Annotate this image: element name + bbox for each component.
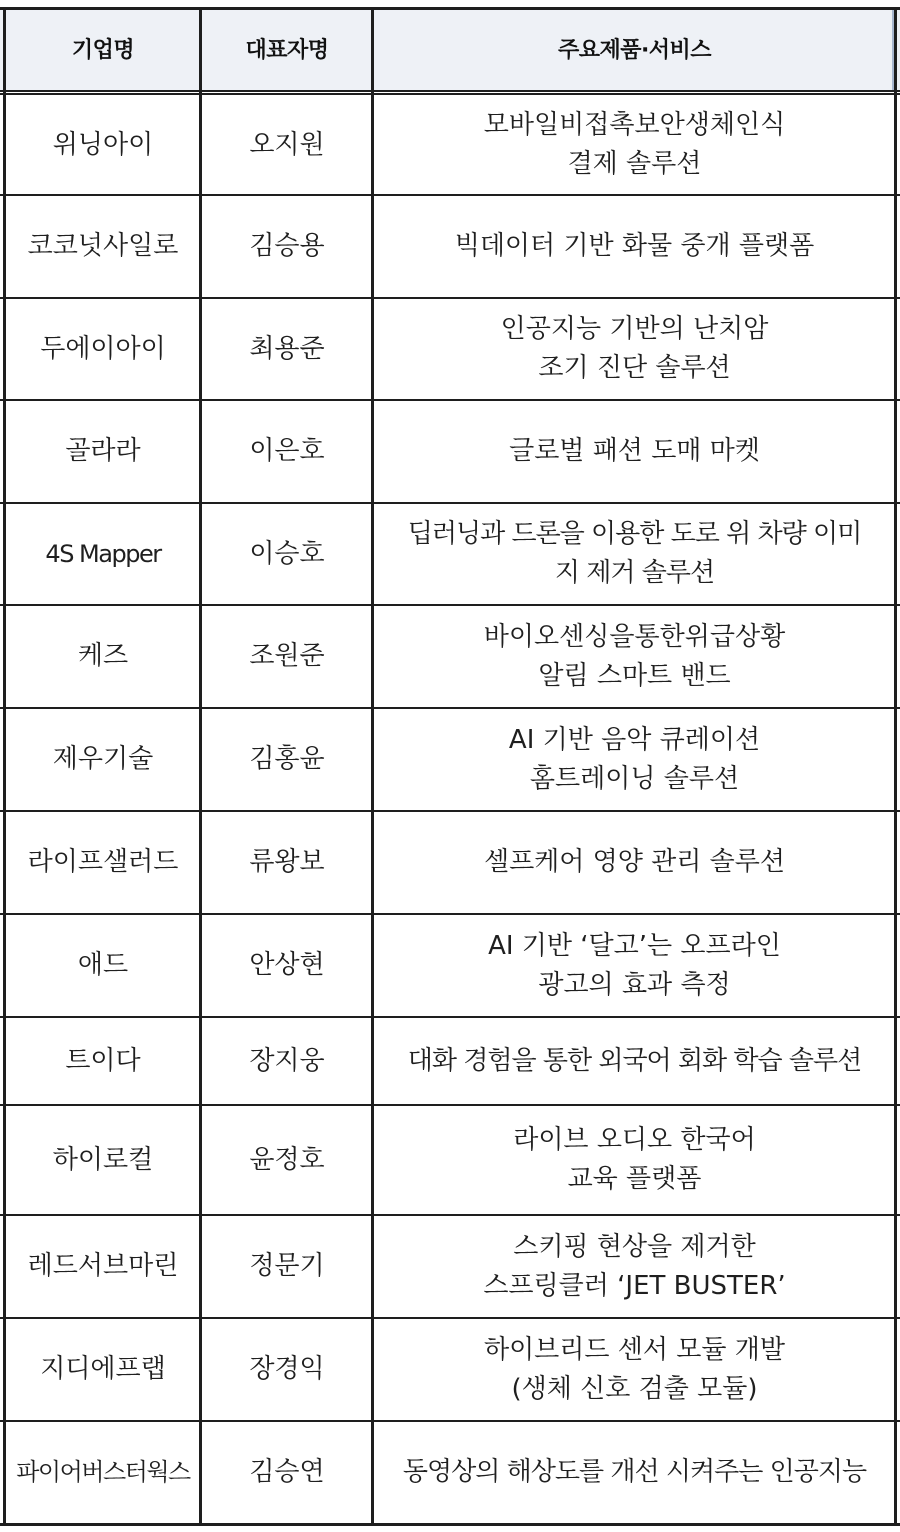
company-cell: [6, 196, 200, 297]
product-line: 스키핑 현상을 제거한: [513, 1231, 756, 1262]
company-name: 4S Mapper: [45, 539, 161, 568]
product-line: 스프링클러 ‘JET BUSTER’: [483, 1270, 786, 1301]
product-line: (생체 신호 검출 모듈): [511, 1373, 758, 1404]
product-cell: [374, 1018, 895, 1104]
product-cell: [374, 915, 895, 1016]
table-row: [0, 96, 900, 194]
product-cell: [374, 96, 895, 194]
product-line: 하이브리드 센서 모듈 개발: [483, 1334, 786, 1365]
table-row: [0, 1422, 900, 1523]
company-cell: [6, 1319, 200, 1420]
product-line: 동영상의 해상도를 개선 시켜주는 인공지능: [402, 1457, 867, 1487]
ceo-cell: [202, 401, 372, 502]
header-bottom-rule: [0, 90, 900, 92]
product-cell: [374, 1106, 895, 1214]
company-name: 케즈: [77, 641, 129, 671]
table-row: [0, 1018, 900, 1104]
header-double-rule: [0, 93, 900, 95]
table-bottom-rule: [0, 1523, 900, 1526]
ceo-name: 조원준: [249, 641, 325, 671]
header-label: 대표자명: [245, 37, 329, 63]
table-row: [0, 299, 900, 399]
product-line: 바이오센싱을통한위급상황: [483, 621, 786, 652]
product-cell: [374, 1422, 895, 1523]
company-cell: [6, 96, 200, 194]
table-row: [0, 1106, 900, 1214]
ceo-name: 김승용: [249, 231, 325, 261]
header-cell: [6, 10, 200, 90]
company-name: 골라라: [65, 436, 141, 466]
product-line: 홈트레이닝 솔루션: [529, 763, 740, 794]
table-row: [0, 709, 900, 810]
product-line: 딥러닝과 드론을 이용한 도로 위 차량 이미: [407, 519, 862, 549]
company-name: 애드: [77, 950, 129, 980]
table-row: [0, 1216, 900, 1317]
table-row: [0, 401, 900, 502]
company-name: 위닝아이: [52, 129, 154, 160]
company-cell: [6, 299, 200, 399]
product-cell: [374, 606, 895, 707]
table-row: [0, 812, 900, 913]
ceo-cell: [202, 299, 372, 399]
product-cell: [374, 504, 895, 604]
product-line: 모바일비접촉보안생체인식: [483, 110, 786, 140]
product-cell: [374, 196, 895, 297]
company-cell: [6, 812, 200, 913]
company-name: 파이어버스터웍스: [16, 1458, 190, 1486]
company-name: 라이프샐러드: [27, 847, 179, 877]
product-cell: [374, 1216, 895, 1317]
company-cell: [6, 1106, 200, 1214]
ceo-name: 윤정호: [249, 1144, 325, 1175]
company-name: 지디에프랩: [40, 1354, 166, 1384]
header-cell: [374, 10, 895, 90]
ceo-cell: [202, 504, 372, 604]
ceo-name: 이승호: [249, 538, 325, 569]
ceo-cell: [202, 709, 372, 810]
ceo-cell: [202, 196, 372, 297]
table-row: [0, 915, 900, 1016]
ceo-name: 이은호: [249, 436, 325, 466]
ceo-name: 김홍윤: [249, 744, 325, 774]
header-label: 주요제품·서비스: [557, 37, 712, 63]
ceo-cell: [202, 1422, 372, 1523]
table-row: [0, 504, 900, 604]
ceo-name: 김승연: [249, 1457, 325, 1487]
ceo-name: 류왕보: [249, 847, 325, 877]
ceo-cell: [202, 812, 372, 913]
company-cell: [6, 1422, 200, 1523]
product-line: 인공지능 기반의 난치암: [500, 314, 769, 344]
product-line: 빅데이터 기반 화물 중개 플랫폼: [454, 231, 815, 261]
ceo-cell: [202, 1319, 372, 1420]
company-name: 코코넛사일로: [27, 231, 179, 261]
product-line: 대화 경험을 통한 외국어 회화 학습 솔루션: [407, 1045, 862, 1076]
ceo-cell: [202, 1018, 372, 1104]
product-cell: [374, 299, 895, 399]
product-line: 교육 플랫폼: [567, 1164, 702, 1194]
product-line: AI 기반 음악 큐레이션: [508, 724, 761, 755]
ceo-name: 오지원: [249, 129, 325, 160]
ceo-name: 장경익: [249, 1354, 325, 1384]
product-line: 결제 솔루션: [567, 149, 702, 179]
product-line: 라이브 오디오 한국어: [513, 1125, 756, 1155]
header-cell: [202, 10, 372, 90]
company-name: 제우기술: [52, 744, 154, 774]
company-cell: [6, 401, 200, 502]
product-line: 셀프케어 영양 관리 솔루션: [483, 847, 786, 877]
product-line: 알림 스마트 밴드: [538, 660, 731, 691]
header-label: 기업명: [71, 37, 135, 63]
product-line: 조기 진단 솔루션: [538, 353, 731, 383]
table-row: [0, 1319, 900, 1420]
ceo-name: 장지웅: [249, 1045, 325, 1076]
ceo-cell: [202, 606, 372, 707]
ceo-name: 안상현: [249, 950, 325, 980]
product-line: AI 기반 ‘달고’는 오프라인: [488, 930, 781, 961]
ceo-cell: [202, 1216, 372, 1317]
ceo-cell: [202, 915, 372, 1016]
company-cell: [6, 1216, 200, 1317]
product-cell: [374, 401, 895, 502]
product-line: 광고의 효과 측정: [538, 969, 731, 1000]
ceo-name: 최용준: [249, 333, 325, 364]
company-cell: [6, 1018, 200, 1104]
company-name: 트이다: [65, 1045, 141, 1076]
product-cell: [374, 812, 895, 913]
product-line: 글로벌 패션 도매 마켓: [509, 436, 760, 466]
ceo-cell: [202, 1106, 372, 1214]
ceo-name: 정문기: [249, 1251, 325, 1281]
company-name: 두에이아이: [40, 333, 166, 364]
ceo-cell: [202, 96, 372, 194]
product-cell: [374, 709, 895, 810]
company-cell: [6, 915, 200, 1016]
table-row: [0, 196, 900, 297]
table-row: [0, 606, 900, 707]
product-cell: [374, 1319, 895, 1420]
product-line: 지 제거 솔루션: [554, 558, 715, 588]
company-cell: [6, 504, 200, 604]
company-cell: [6, 709, 200, 810]
company-cell: [6, 606, 200, 707]
company-name: 하이로컬: [52, 1144, 154, 1175]
company-name: 레드서브마린: [27, 1251, 179, 1281]
